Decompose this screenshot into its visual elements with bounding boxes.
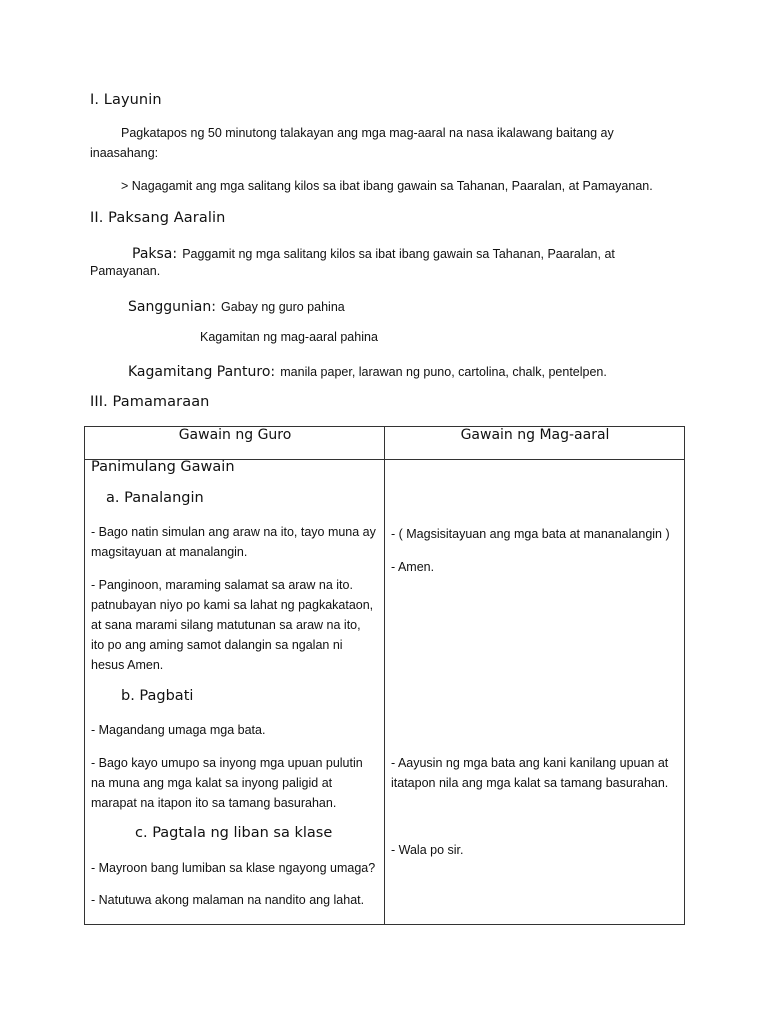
section-heading-pamamaraan: III. Pamamaraan: [90, 394, 210, 410]
pagbati-mag-aaral-1: - Aayusin ng mga bata ang kani kanilang upuan at itatapon nila ang mga kalat sa tamang basurahan.: [391, 756, 669, 790]
column-header-mag-aaral: Gawain ng Mag-aaral: [460, 427, 610, 443]
table-column-divider: [384, 427, 385, 924]
sanggunian-value: Gabay ng guro pahina: [221, 300, 345, 314]
panalangin-mag-aaral-1: - ( Magsisitayuan ang mga bata at mananalangin ): [391, 527, 670, 541]
pagtala-guro-1: - Mayroon bang lumiban sa klase ngayong umaga?: [91, 861, 376, 875]
panalangin-heading: a. Panalangin: [106, 490, 204, 506]
paksa-row: [132, 243, 615, 262]
sanggunian-label: Sanggunian:: [128, 299, 216, 315]
pagtala-mag-aaral-1: - Wala po sir.: [391, 843, 464, 857]
sanggunian-row: [128, 296, 345, 315]
layunin-objective: > Nagagamit ang mga salitang kilos sa ibat ibang gawain sa Tahanan, Paaralan, at Pamayanan.: [121, 179, 653, 193]
paksa-value-line2: Pamayanan.: [90, 264, 161, 278]
layunin-intro-line1: Pagkatapos ng 50 minutong talakayan ang mga mag-aaral na nasa ikalawang baitang ay: [121, 126, 614, 140]
pagbati-guro-2: - Bago kayo umupo sa inyong mga upuan pulutin na muna ang mga kalat sa inyong paligid at marapat na itapon ito sa tamang basurahan.: [91, 756, 363, 810]
layunin-intro-line2: inaasahang:: [90, 146, 159, 160]
panalangin-mag-aaral-2: - Amen.: [391, 560, 435, 574]
pagtala-heading: c. Pagtala ng liban sa klase: [135, 825, 333, 841]
section-heading-paksang-aralin: II. Paksang Aaralin: [90, 210, 226, 226]
panimulang-gawain-heading: Panimulang Gawain: [91, 459, 235, 475]
pamamaraan-table: [84, 426, 685, 925]
panalangin-guro-1: - Bago natin simulan ang araw na ito, tayo muna ay magsitayuan at manalangin.: [91, 525, 376, 559]
column-header-guro: Gawain ng Guro: [178, 427, 292, 443]
pagtala-guro-2: - Natutuwa akong malaman na nandito ang lahat.: [91, 893, 365, 907]
kagamitan-label: Kagamitang Panturo:: [128, 364, 276, 380]
pagbati-guro-1: - Magandang umaga mga bata.: [91, 723, 266, 737]
panalangin-guro-2: - Panginoon, maraming salamat sa araw na ito. patnubayan niyo po kami sa lahat ng pagkakataon, at sana marami silang matutunan sa araw na ito, ito po ang aming samot dalangin sa ngalan ni hesus Amen.: [91, 578, 374, 672]
paksa-label: Paksa:: [132, 246, 178, 262]
kagamitan-row: [128, 361, 607, 380]
section-heading-layunin: I. Layunin: [90, 92, 162, 108]
kagamitan-value: manila paper, larawan ng puno, cartolina, chalk, pentelpen.: [280, 365, 607, 379]
sanggunian-value2: Kagamitan ng mag-aaral pahina: [200, 330, 378, 344]
pagbati-heading: b. Pagbati: [121, 688, 194, 704]
paksa-value: Paggamit ng mga salitang kilos sa ibat ibang gawain sa Tahanan, Paaralan, at: [182, 247, 615, 261]
